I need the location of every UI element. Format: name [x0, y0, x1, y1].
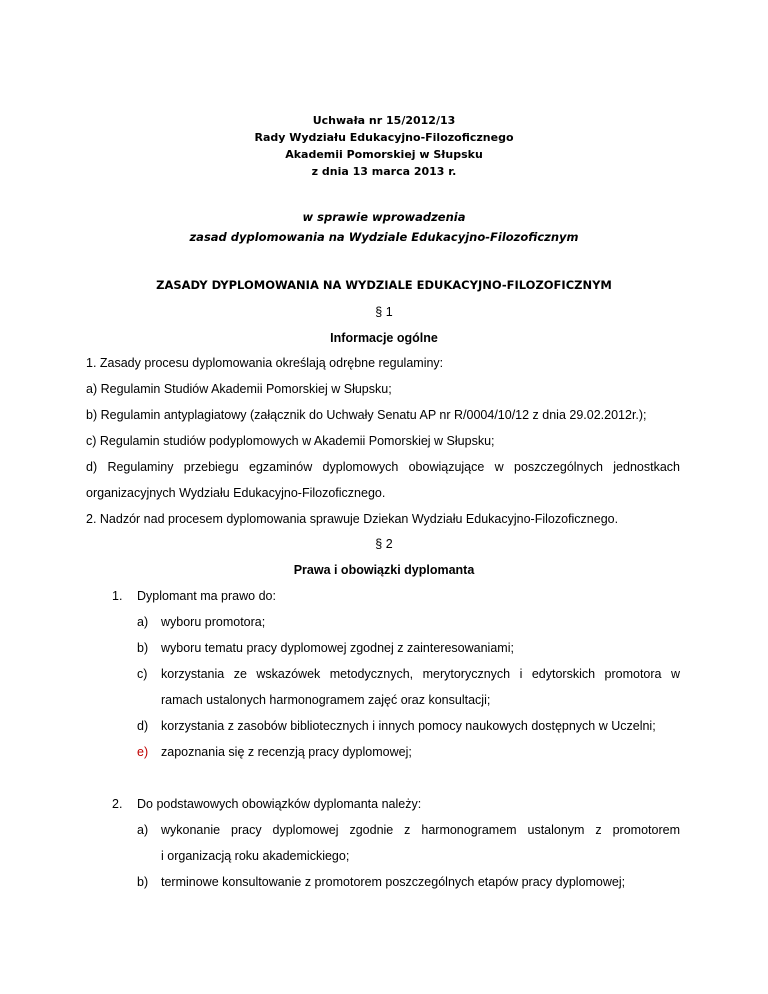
list-marker-e: e) [137, 745, 149, 759]
section-2-item-2-number: 2. [112, 797, 123, 811]
subject-line-1: w sprawie wprowadzenia [302, 210, 466, 224]
section-1-symbol: § 1 [375, 305, 393, 319]
resolution-header [0, 112, 768, 180]
right-c-text-line-2: ramach ustalonych harmonogramem zajęć oraz konsultacji; [161, 693, 491, 707]
section-2-heading: Prawa i obowiązki dyplomanta [293, 563, 475, 577]
section-2-item-1-number: 1. [112, 589, 123, 603]
right-a-text: wyboru promotora; [161, 615, 266, 629]
duty-a-text-line-1: wykonanie pracy dyplomowej zgodnie z harmonogramem ustalonym z promotorem [161, 823, 680, 837]
section-1-item-b: b) Regulamin antyplagiatowy (załącznik do Uchwały Senatu AP nr R/0004/10/12 z dnia 29.02.2012r.); [86, 408, 647, 422]
document-title: ZASADY DYPLOMOWANIA NA WYDZIALE EDUKACYJNO-FILOZOFICZNYM [156, 278, 612, 292]
list-marker-duty-b: b) [137, 875, 149, 889]
duty-b-text: terminowe konsultowanie z promotorem poszczególnych etapów pracy dyplomowej; [161, 875, 626, 889]
section-1-item-c: c) Regulamin studiów podyplomowych w Akademii Pomorskiej w Słupsku; [86, 434, 495, 448]
list-marker-c: c) [137, 667, 148, 681]
resolution-number: Uchwała nr 15/2012/13 [312, 114, 456, 127]
section-1-paragraph-1: 1. Zasady procesu dyplomowania określają odrębne regulaminy: [86, 356, 444, 370]
list-marker-a: a) [137, 615, 149, 629]
subject-line-2: zasad dyplomowania na Wydziale Edukacyjno-Filozoficznym [189, 230, 579, 244]
section-1-paragraph-2: 2. Nadzór nad procesem dyplomowania sprawuje Dziekan Wydziału Edukacyjno-Filozoficznego. [86, 512, 619, 526]
list-marker-b: b) [137, 641, 149, 655]
section-1-item-d-line-2: organizacyjnych Wydziału Edukacyjno-Filozoficznego. [86, 486, 386, 500]
right-d-text: korzystania z zasobów bibliotecznych i innych pomocy naukowych dostępnych w Uczelni; [161, 719, 656, 733]
list-marker-d: d) [137, 719, 149, 733]
resolution-subject [0, 207, 768, 247]
list-marker-duty-a: a) [137, 823, 149, 837]
resolution-academy: Akademii Pomorskiej w Słupsku [285, 148, 483, 161]
section-1-item-d-line-1: d) Regulaminy przebiegu egzaminów dyplomowych obowiązujące w poszczególnych jednostkach [86, 460, 680, 474]
right-e-text: zapoznania się z recenzją pracy dyplomowej; [161, 745, 412, 759]
duty-a-text-line-2: i organizacją roku akademickiego; [161, 849, 350, 863]
resolution-council: Rady Wydziału Edukacyjno-Filozoficznego [254, 131, 514, 144]
section-2-item-2-text: Do podstawowych obowiązków dyplomanta należy: [137, 797, 422, 811]
section-1-item-a: a) Regulamin Studiów Akademii Pomorskiej w Słupsku; [86, 382, 392, 396]
resolution-date: z dnia 13 marca 2013 r. [311, 165, 457, 178]
right-b-text: wyboru tematu pracy dyplomowej zgodnej z zainteresowaniami; [161, 641, 514, 655]
right-c-text-line-1: korzystania ze wskazówek metodycznych, merytorycznych i edytorskich promotora w [161, 667, 680, 681]
section-1-heading: Informacje ogólne [330, 331, 438, 345]
section-2-symbol: § 2 [375, 537, 393, 551]
section-2-item-1-text: Dyplomant ma prawo do: [137, 589, 276, 603]
